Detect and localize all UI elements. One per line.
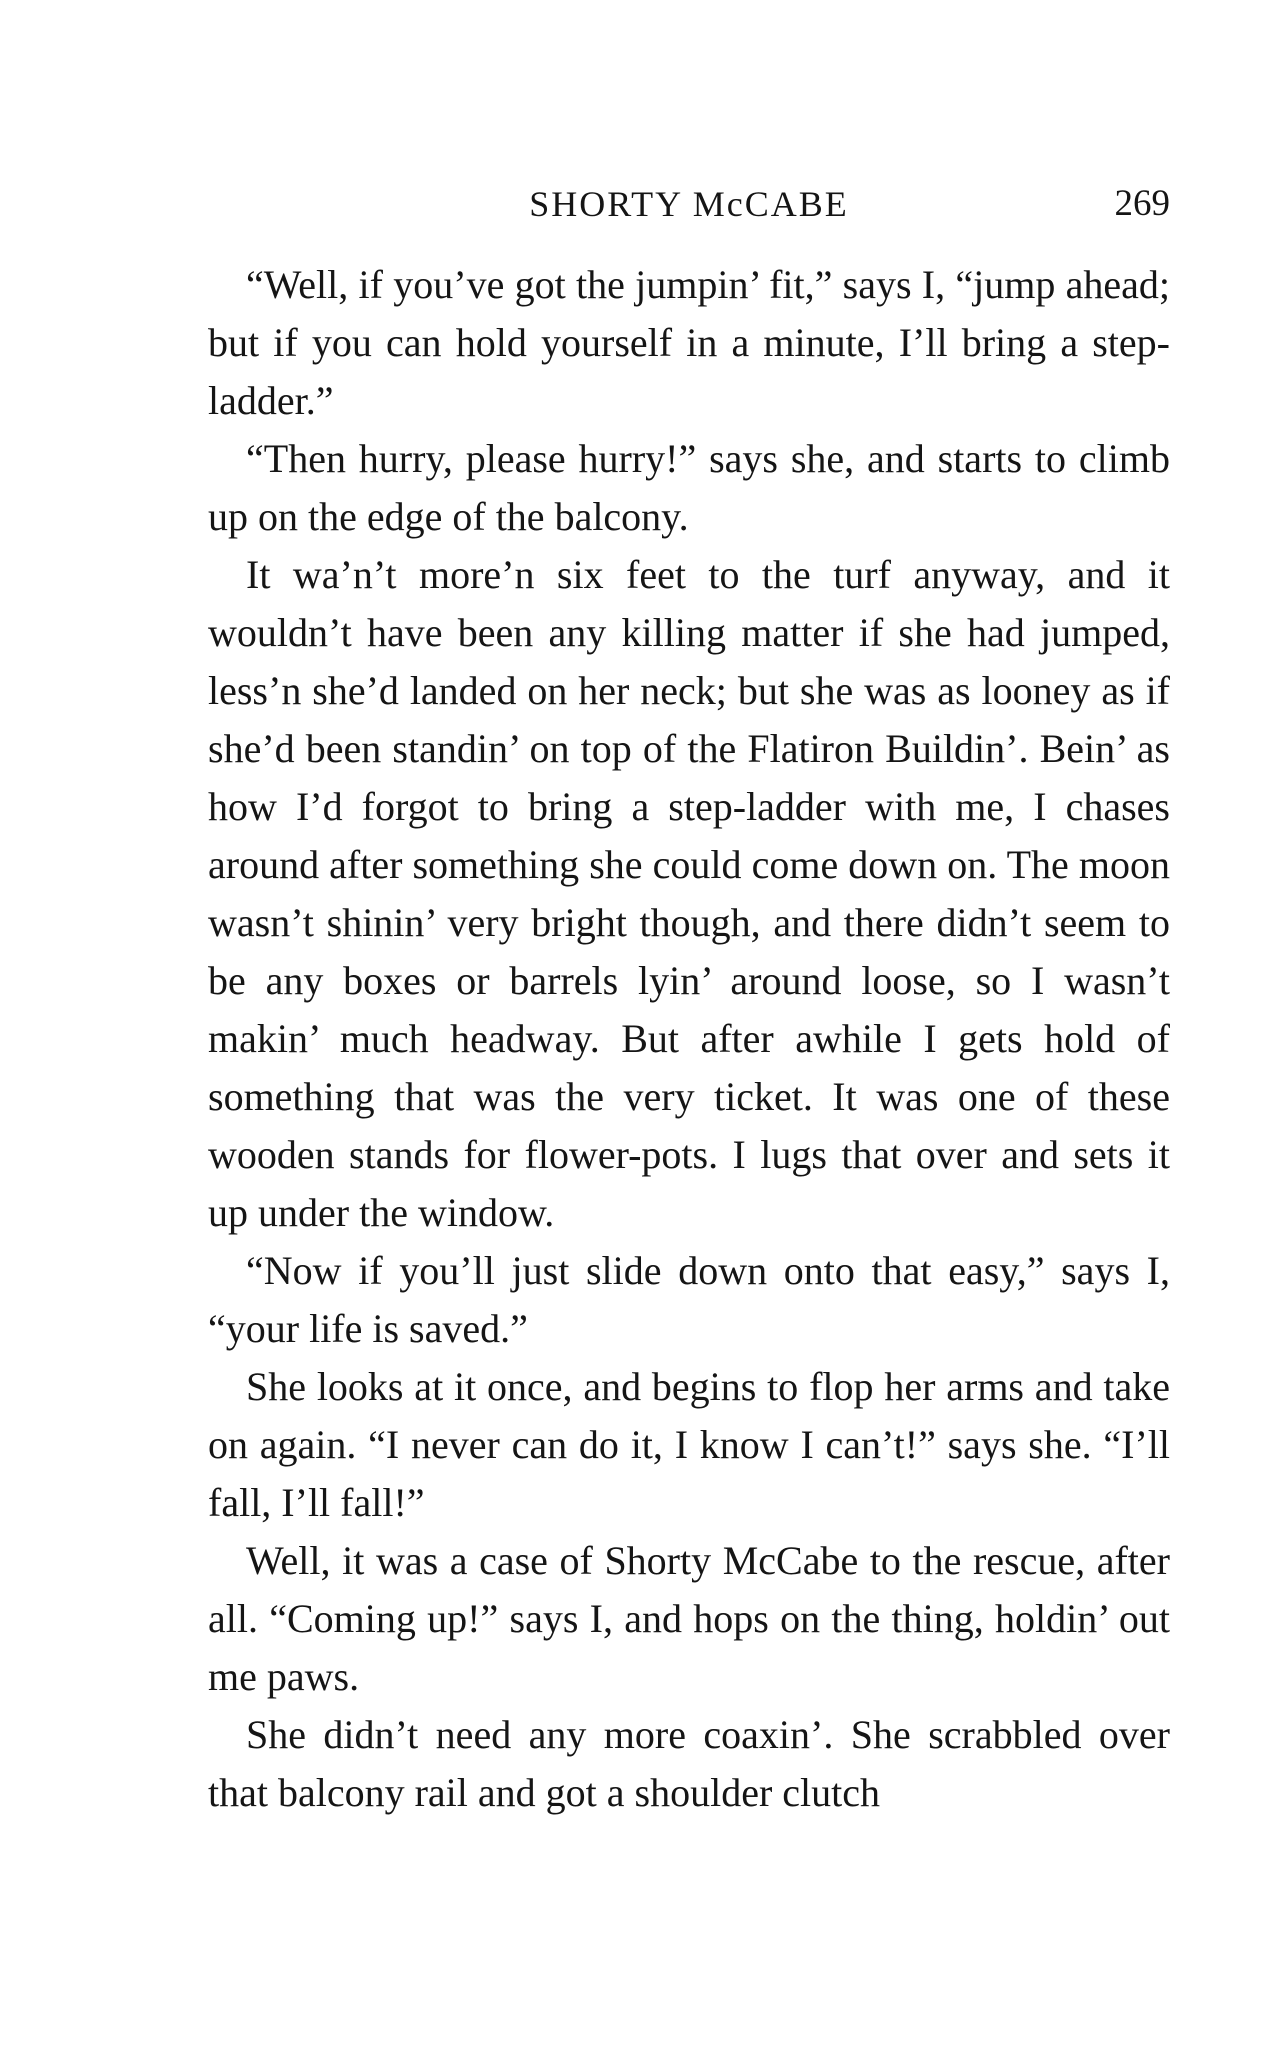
paragraph: “Now if you’ll just slide down onto that easy,” says I, “your life is saved.” — [208, 1248, 1170, 1351]
running-title: SHORTY McCABE — [529, 184, 849, 224]
paragraph: She looks at it once, and begins to flop her arms and take on again. “I never can do it, I know I can’t!” says she. “I’ll fall, I’ll fall!” — [208, 1364, 1170, 1525]
running-head — [208, 178, 1170, 230]
paragraph: She didn’t need any more coaxin’. She scrabbled over that balcony rail and got a shoulder clutch — [208, 1712, 1170, 1815]
paragraph: “Well, if you’ve got the jumpin’ fit,” says I, “jump ahead; but if you can hold yourself in a minute, I’ll bring a step-ladder.” — [208, 262, 1170, 423]
paragraph: “Then hurry, please hurry!” says she, and starts to climb up on the edge of the balcony. — [208, 436, 1170, 539]
paragraph: Well, it was a case of Shorty McCabe to the rescue, after all. “Coming up!” says I, and hops on the thing, holdin’ out me paws. — [208, 1538, 1170, 1699]
body-text — [208, 256, 1170, 1822]
paragraph: It wa’n’t more’n six feet to the turf anyway, and it wouldn’t have been any killing matter if she had jumped, less’n she’d landed on her neck; but she was as looney as if she’d been standin’ on top of the Flatiron Buildin’. Bein’ as how I’d forgot to bring a step-ladder with me, I chases around after something she could come down on. The moon wasn’t shinin’ very bright though, and there didn’t seem to be any boxes or barrels lyin’ around loose, so I wasn’t makin’ much headway. But after awhile I gets hold of something that was the very ticket. It was one of these wooden stands for flower-pots. I lugs that over and sets it up under the window. — [208, 552, 1170, 1235]
page-number: 269 — [1114, 183, 1170, 224]
